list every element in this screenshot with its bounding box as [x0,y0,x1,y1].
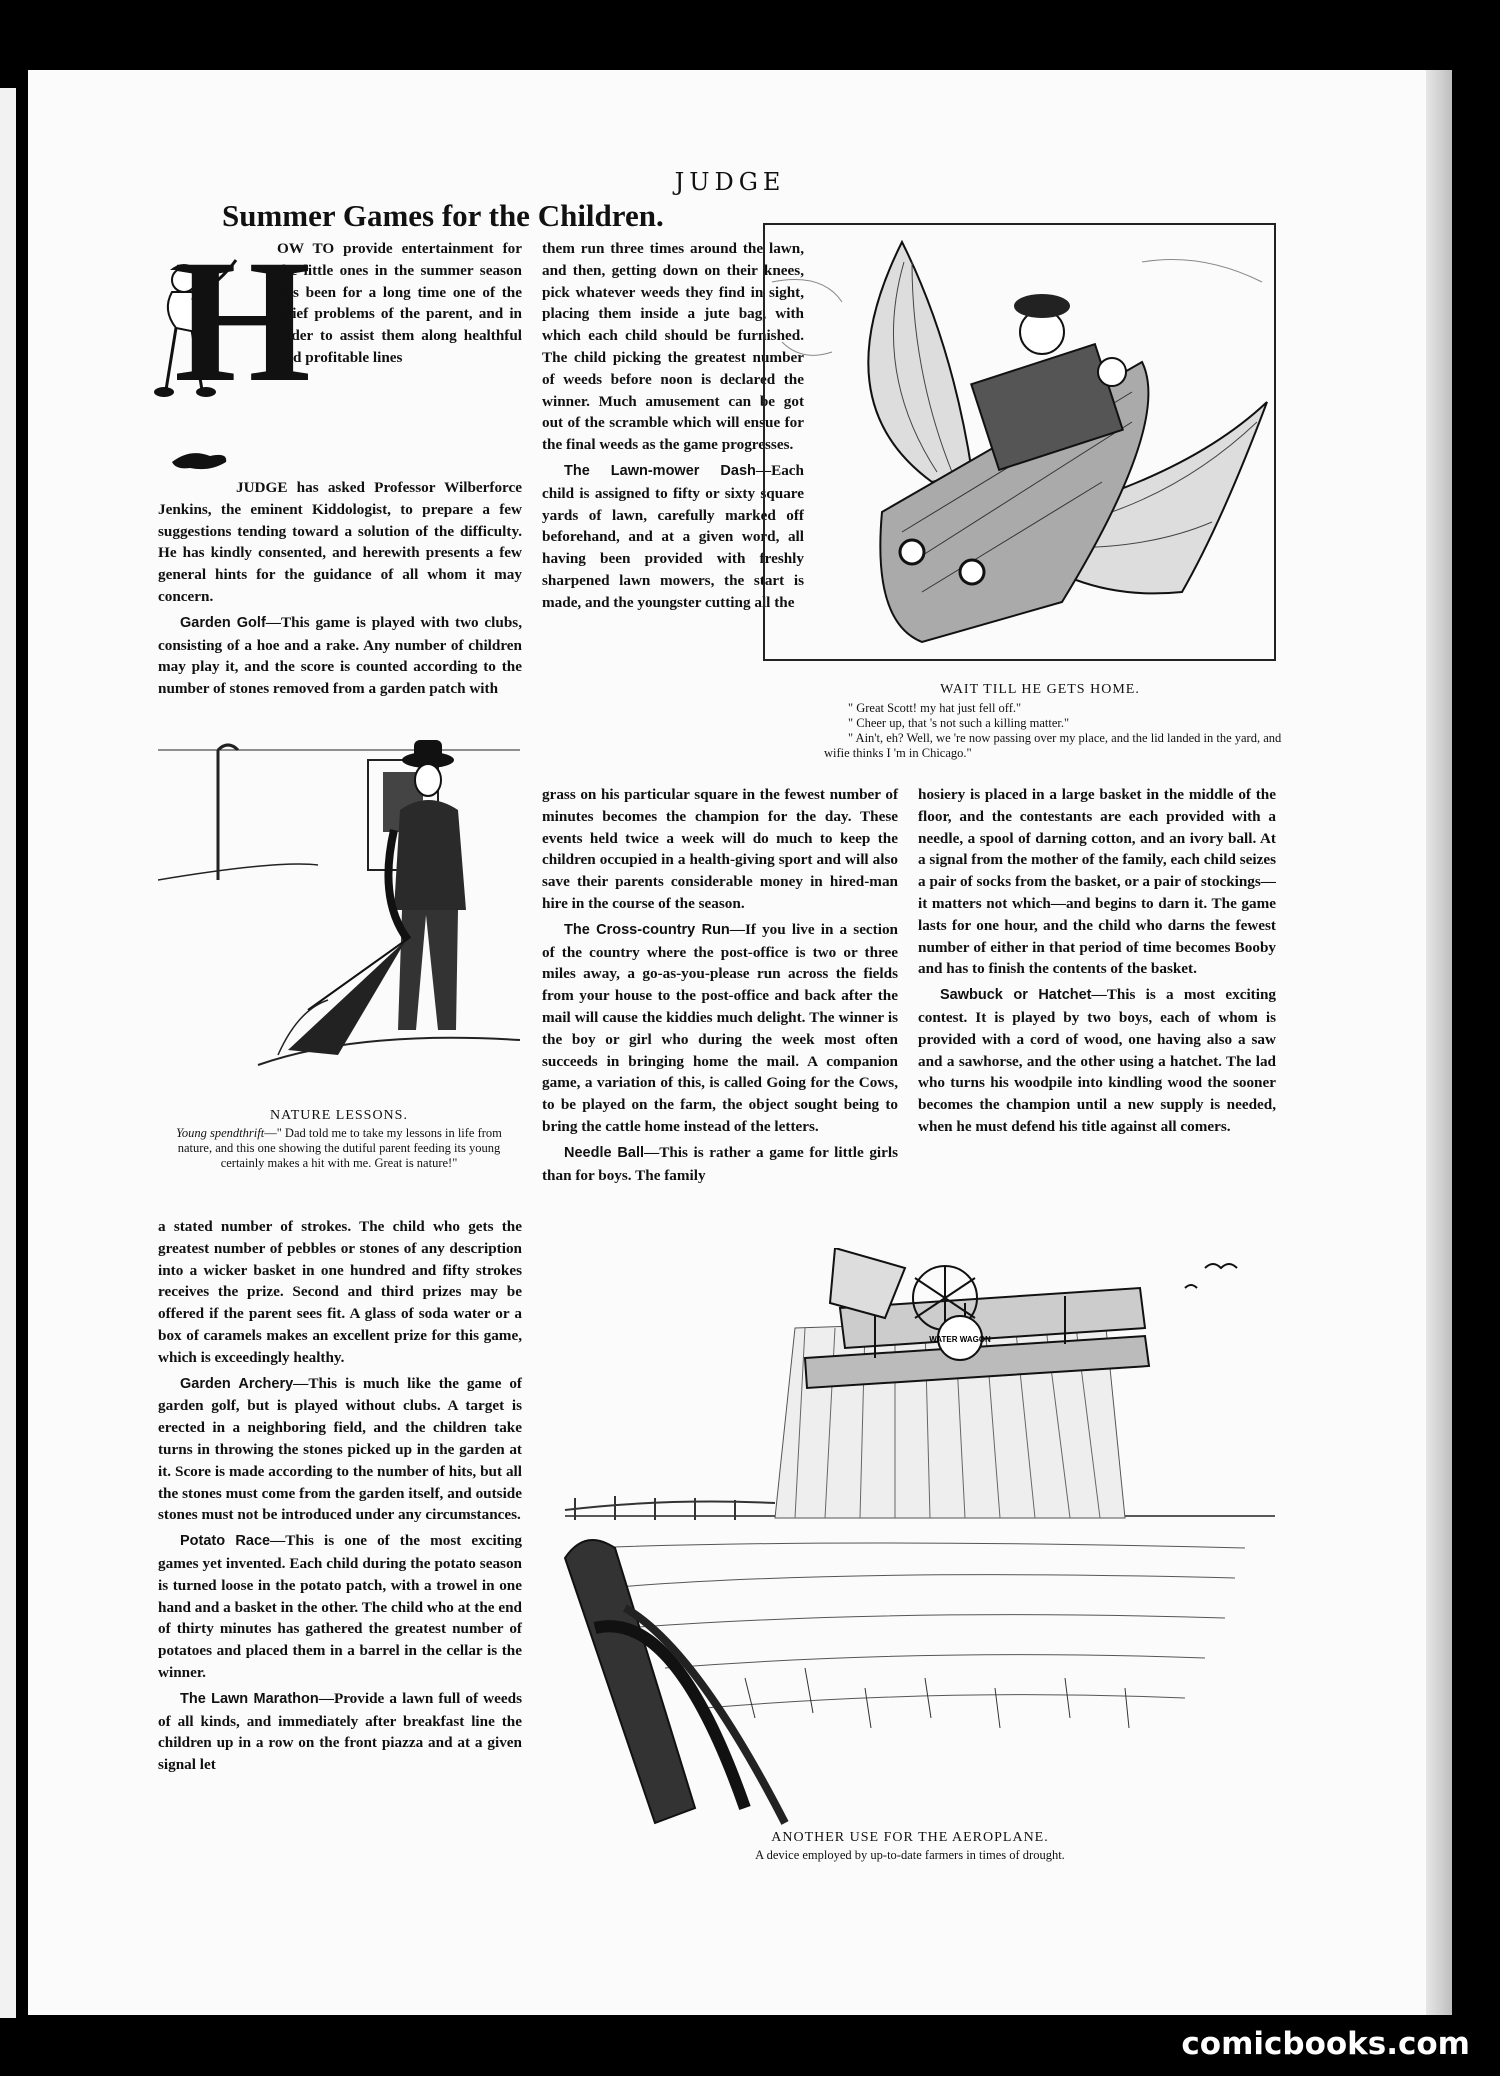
garden-golf-text: —This game is played with two clubs, consisting of a hoe and a rake. Any number of children may play it, and the score is counted according to the number of stones removed from a garden patch with [158,613,522,698]
archery-paragraph [158,1373,522,1527]
cross-heading: The Cross-country Run [564,921,730,938]
mower-heading: The Lawn-mower Dash [564,462,756,479]
ink-blot-icon [170,448,230,472]
nature-lessons-text: —" Dad told me to take my lessons in life from nature, and this one showing the dutiful parent feeding its young certainly makes a hit with me. Great is nature!" [177,1126,502,1170]
col1-intro [277,238,522,373]
archery-heading: Garden Archery [180,1375,294,1392]
watermark: comicbooks.com [1181,2026,1470,2062]
article-title: Summer Games for the Children. [222,198,664,233]
sawbuck-text: —This is a most exciting contest. It is played by two boys, each of whom is provided with a cord of wood, one having also a saw and a sawhorse, and the other using a hatchet. The lad who turns his woodpile into kindling wood the sooner becomes the champion until a new supply is needed, when he must defend his title against all comers. [918,986,1276,1135]
aeroplane-water-wagon-cartoon-icon [545,1248,1275,1828]
needle-text: —This is rather a game for little girls than for boys. The family [542,1143,899,1184]
airship-line1: " Great Scott! my hat just fell off." [848,701,1022,715]
airship-title: WAIT TILL HE GETS HOME. [940,682,1140,697]
nature-lessons-speaker: Young spendthrift [176,1126,265,1140]
nature-lessons-title: NATURE LESSONS. [270,1108,408,1123]
airship-line2: " Cheer up, that 's not such a killing matter." [848,716,1070,730]
aeroplane-subtitle: A device employed by up-to-date farmers in times of drought. [755,1848,1065,1862]
col1-body-top [158,477,522,704]
cross-paragraph [542,919,898,1138]
drop-cap [152,224,311,420]
col3-body [918,784,1276,1142]
needle-paragraph [542,1142,898,1187]
water-wagon-sign: WATER WAGON [929,1335,991,1344]
potato-text: —This is one of the most exciting games yet invented. Each child during the potato season is turned loose in the potato patch, with a trowel in one hand and a basket in the other. The child who at the end of thirty minutes has gathered the greatest number of potatoes and placed them in a barrel in the cellar is the winner. [158,1532,522,1681]
col2-body-middle [542,784,898,1190]
mower-continued: grass on his particular square in the fewest number of minutes becomes the champion for the day. These events held twice a week will do much to keep the children occupied in a health-giving sport and will also save their parents considerable money in hired-man hire in the course of the season. [542,786,898,912]
needle-continued: hosiery is placed in a large basket in the middle of the floor, and the contestants are each provided with a needle, a spool of darning cotton, and an ivory ball. At a signal from the mother of the family, each child seizes a pair of socks from the basket, or a pair of stockings—it matters not which—and begins to darn it. The game lasts for one hour, and the child who darns the fewest number of either in that period of time becomes Booby and has to finish the contents of the basket. [918,786,1276,978]
garden-golf-continued: a stated number of strokes. The child who gets the greatest number of pebbles or stones of any description into a wicker basket in one hundred and fifty strokes receives the prize. Second and third prizes may be offered if the parent sees fit. A glass of soda water or a box of caramels makes an excellent prize for this game, which is exceedingly healthy. [158,1218,522,1366]
needle-heading: Needle Ball [564,1144,645,1161]
marathon-paragraph [158,1688,522,1776]
archery-text: —This is much like the game of garden golf, but is played without clubs. A target is erected in a neighboring field, and the children take turns in throwing the stones picked up in the garden at it. Score is made according to the number of hits, but all the stones must come from the garden itself, and outside stones must not be introduced under any circumstances. [158,1374,522,1524]
nature-lessons-caption [158,1108,520,1171]
marathon-heading: The Lawn Marathon [180,1690,319,1707]
garden-golf-heading: Garden Golf [180,614,266,631]
adjacent-page-edge [0,88,16,2018]
aeroplane-caption [545,1830,1275,1863]
aeroplane-title: ANOTHER USE FOR THE AEROPLANE. [771,1830,1049,1845]
airship-caption [824,682,1310,761]
intro-text: OW TO provide entertainment for the little ones in the summer season has been for a long time one of the chief problems of the parent, and in order to assist them along healthful and profitable lines [277,240,522,366]
airship-line3: " Ain't, eh? Well, we 're now passing over my place, and the lid landed in the yard, and wifie thinks I 'm in Chicago." [824,731,1282,760]
garden-golf-paragraph [158,612,522,700]
col1-body-bottom [158,1216,522,1780]
mower-text: —Each child is assigned to fifty or sixty square yards of lawn, carefully marked off beforehand, and at a given word, all having been provided with freshly sharpened lawn mowers, the start is made, and the youngster cutting all the [542,461,804,611]
masthead: JUDGE [674,168,786,196]
drop-cap-letter: H [174,224,311,419]
marathon-continued: them run three times around the lawn, and then, getting down on their knees, pick whatever weeds they find in sight, placing them inside a jute bag, with which each child should be furnished. The child picking the greatest number of weeds before noon is declared the winner. Much amusement can be got out of the scramble which will ensue for the final weeds as the game progresses. [542,240,804,454]
sawbuck-paragraph [918,984,1276,1138]
page-stack-edge [1426,70,1452,2015]
potato-heading: Potato Race [180,1533,271,1550]
airship-cartoon-icon [762,222,1277,662]
intro-text-2: JUDGE has asked Professor Wilberforce Jenkins, the eminent Kiddologist, to prepare a few suggestions tending toward a solution of the difficulty. He has kindly consented, and herewith presents a few general hints for the guidance of all whom it may concern. [158,479,522,605]
marathon-text: —Provide a lawn full of weeds of all kinds, and immediately after breakfast line the children up in a row on the front piazza and at a given signal let [158,1689,522,1774]
cross-text: —If you live in a section of the country where the post-office is two or three miles away, a go-as-you-please run across the fields from your house to the post-office and back after the mail will cause the kiddies much delight. The winner is the boy or girl who during the week most often succeeds in bringing home the mail. A companion game, a variation of this, is called Going for the Cows, to be played on the farm, the object sought being to bring the cattle home instead of the letters. [542,920,898,1135]
potato-paragraph [158,1530,522,1684]
gentleman-umbrella-cartoon-icon [158,710,520,1070]
sawbuck-heading: Sawbuck or Hatchet [940,987,1092,1004]
